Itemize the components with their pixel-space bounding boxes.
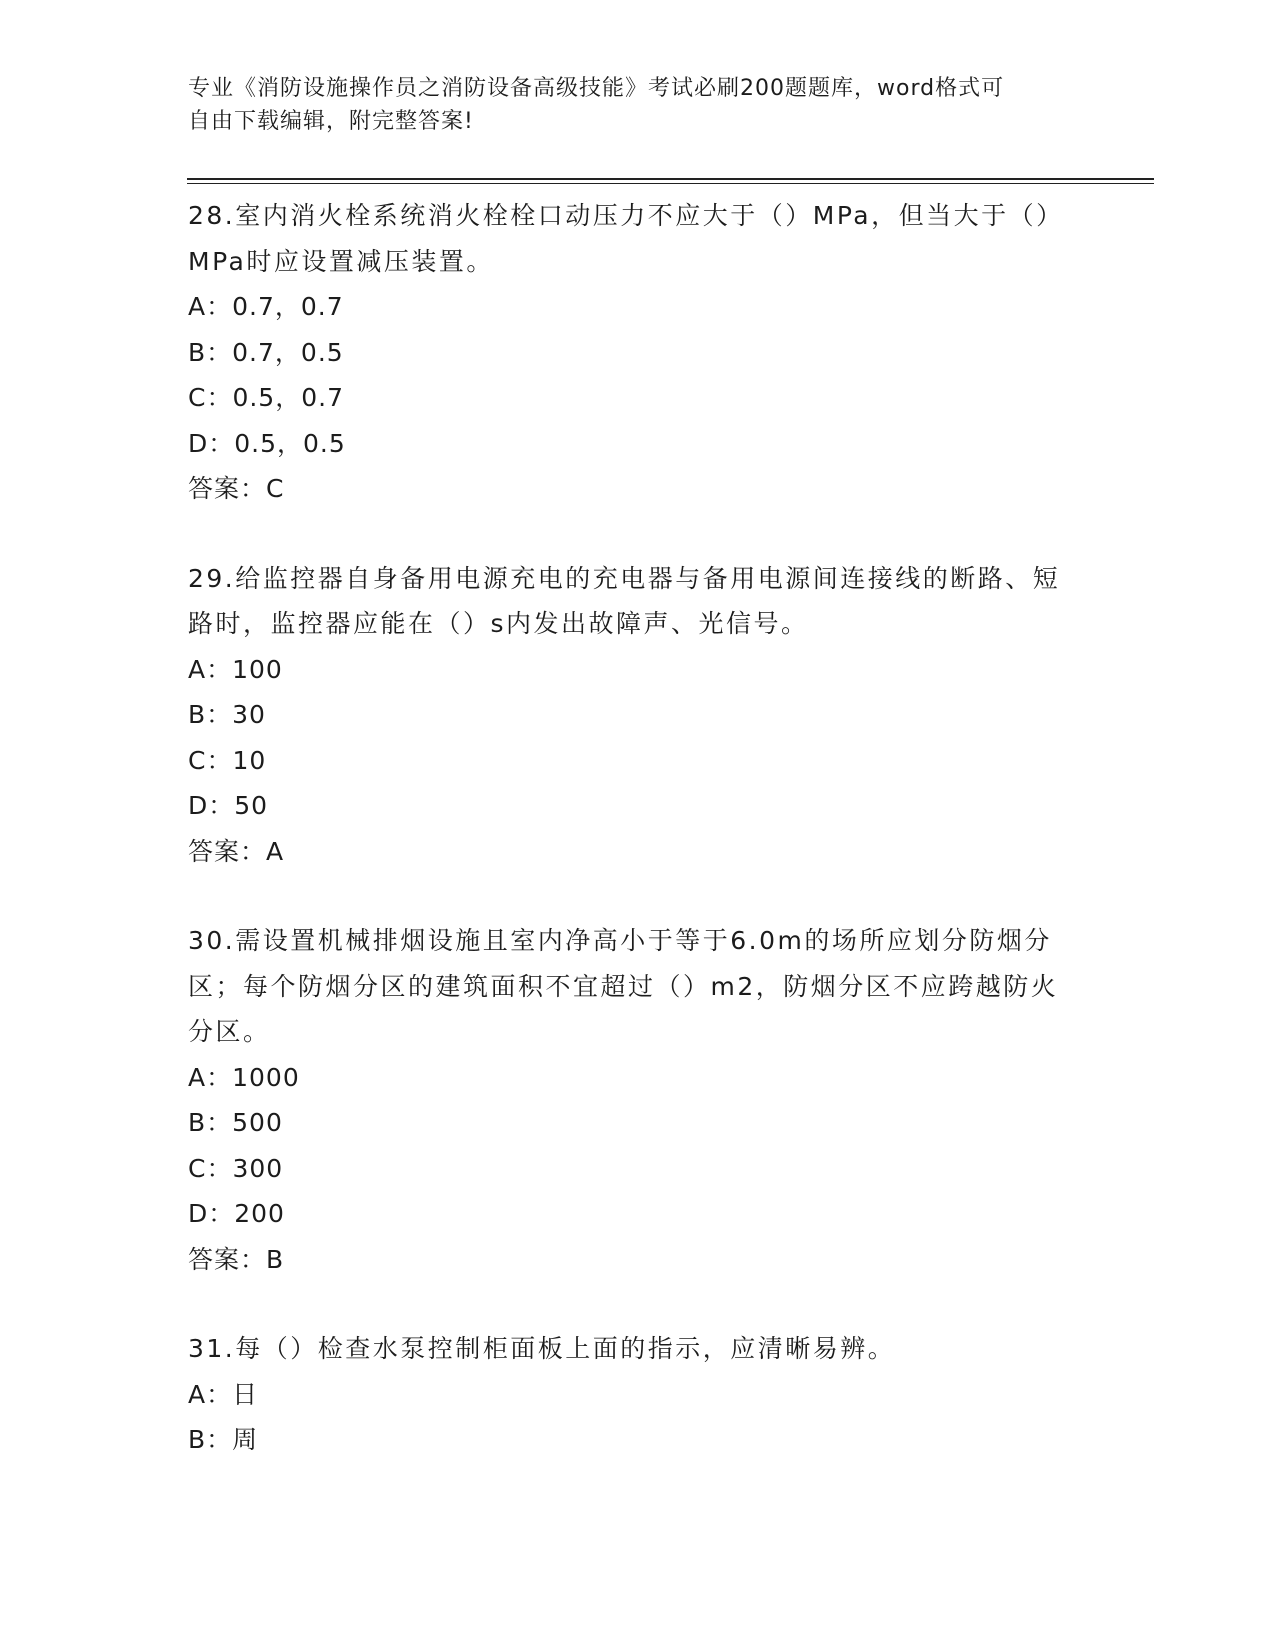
question-stem: 30.需设置机械排烟设施且室内净高小于等于6.0m的场所应划分防烟分区；每个防烟分区的建筑面积不宜超过（）m2，防烟分区不应跨越防火分区。 xyxy=(188,926,1059,1046)
option-c: C：300 xyxy=(188,1153,284,1183)
header-line-1: 专业《消防设施操作员之消防设备高级技能》考试必刷200题题库，word格式可 xyxy=(188,76,1005,101)
document-header xyxy=(188,72,1068,138)
answer-line: 答案：B xyxy=(188,1244,285,1274)
answer-line: 答案：A xyxy=(188,836,285,866)
question-list xyxy=(188,193,1068,1507)
question-31 xyxy=(188,1326,1068,1463)
answer-line: 答案：C xyxy=(188,474,285,503)
header-line-2: 自由下载编辑，附完整答案! xyxy=(188,109,474,134)
option-c: C：0.5，0.7 xyxy=(188,383,344,412)
option-a: A：日 xyxy=(188,1379,259,1409)
option-b: B：500 xyxy=(188,1108,283,1137)
option-c: C：10 xyxy=(188,745,267,775)
option-a: A：1000 xyxy=(188,1062,300,1092)
question-29 xyxy=(188,556,1068,875)
option-b: B：0.7，0.5 xyxy=(188,337,344,367)
question-30 xyxy=(188,918,1068,1282)
option-b: B：30 xyxy=(188,700,266,729)
header-divider-thick xyxy=(187,178,1154,180)
option-a: A：0.7，0.7 xyxy=(188,292,344,321)
option-d: D：50 xyxy=(188,791,269,820)
question-stem: 31.每（）检查水泵控制柜面板上面的指示，应清晰易辨。 xyxy=(188,1334,896,1363)
question-28 xyxy=(188,193,1068,512)
question-stem: 29.给监控器自身备用电源充电的充电器与备用电源间连接线的断路、短路时，监控器应能在（）s内发出故障声、光信号。 xyxy=(188,563,1061,638)
option-d: D：0.5，0.5 xyxy=(188,428,346,458)
header-divider-thin xyxy=(187,183,1154,184)
question-stem: 28.室内消火栓系统消火栓栓口动压力不应大于（）MPa，但当大于（）MPa时应设置减压装置。 xyxy=(188,201,1064,276)
option-b: B：周 xyxy=(188,1425,259,1454)
option-d: D：200 xyxy=(188,1199,285,1228)
option-a: A：100 xyxy=(188,654,283,684)
